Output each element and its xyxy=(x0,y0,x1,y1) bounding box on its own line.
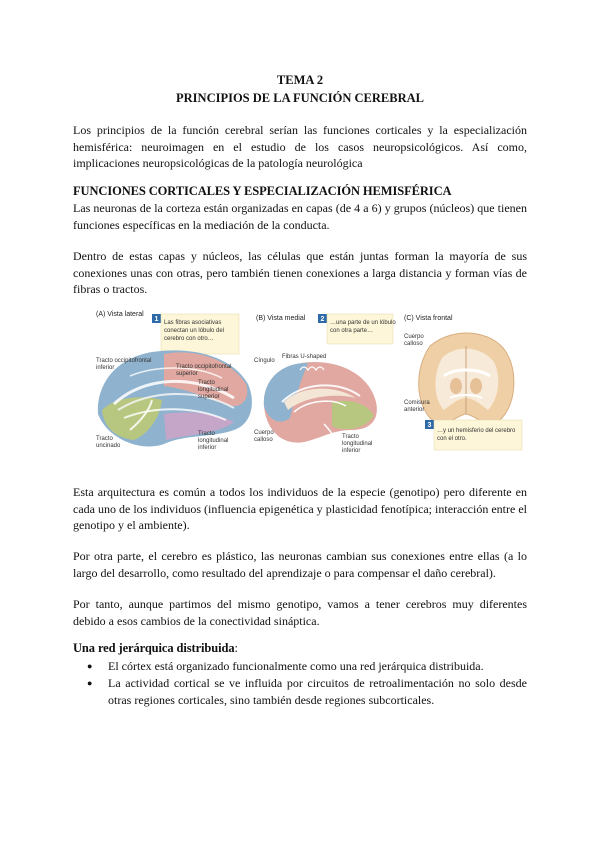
label-occipitofrontal-superior-1: Tracto occipitofrontal xyxy=(176,364,232,370)
label-comisura-anterior-2: anterior xyxy=(404,407,425,413)
paragraph-plastico: Por otra parte, el cerebro es plástico, las neuronas cambian sus conexiones entre ellas (a lo largo del desarrollo, como resultado del aprendizaje o para compensar el daño cerebral). xyxy=(73,549,527,580)
label-longitudinal-inferior-b-3: inferior xyxy=(342,448,361,454)
panel-b-badge: 2 xyxy=(320,316,325,323)
red-heading-text: Una red jerárquica distribuida xyxy=(73,641,235,655)
panel-c-callout-2: con el otro. xyxy=(437,436,467,442)
label-cingulo: Cíngulo xyxy=(254,358,275,364)
list-item xyxy=(87,675,527,708)
label-longitudinal-inferior-b-2: longitudinal xyxy=(342,441,373,447)
tema-label: TEMA 2 xyxy=(276,73,324,87)
label-cuerpo-calloso-c-2: calloso xyxy=(404,341,423,347)
label-cuerpo-calloso-c-1: Cuerpo xyxy=(404,334,424,340)
panel-a-callout-2: conectan un lóbulo del xyxy=(164,328,225,334)
panel-b-callout-2: con otra parte… xyxy=(330,328,374,334)
panel-c-badge: 3 xyxy=(427,422,432,429)
panel-frontal-view xyxy=(404,315,522,450)
bullet-icon: ● xyxy=(87,678,93,688)
label-longitudinal-inferior-a-1: Tracto xyxy=(198,431,215,437)
section-heading-red xyxy=(73,641,238,656)
panel-a-title: (A) Vista lateral xyxy=(96,311,144,318)
label-longitudinal-superior-3: superior xyxy=(198,394,220,400)
label-comisura-anterior-1: Comisura xyxy=(404,400,430,406)
panel-a-callout-1: Las fibras asociativas xyxy=(164,320,222,326)
red-heading-colon: : xyxy=(234,641,238,655)
label-fibras-u: Fibras U-shaped xyxy=(282,354,327,360)
label-occipitofrontal-inferior-2: inferior xyxy=(96,365,115,371)
label-cuerpo-calloso-b-2: calloso xyxy=(254,437,273,443)
section-heading-funciones: FUNCIONES CORTICALES Y ESPECIALIZACIÓN HEMISFÉRICA xyxy=(73,184,452,198)
label-occipitofrontal-superior-2: superior xyxy=(176,371,198,377)
bullet-text-1: El córtex está organizado funcionalmente como una red jerárquica distribuida. xyxy=(108,659,484,673)
panel-medial-view xyxy=(254,314,396,454)
panel-c-title: (C) Vista frontal xyxy=(404,315,453,322)
label-longitudinal-superior-2: longitudinal xyxy=(198,387,229,393)
panel-a-badge: 1 xyxy=(154,316,159,323)
label-cuerpo-calloso-b-1: Cuerpo xyxy=(254,430,274,436)
label-uncinado-1: Tracto xyxy=(96,436,113,442)
page-title: PRINCIPIOS DE LA FUNCIÓN CEREBRAL xyxy=(176,91,424,105)
list-item xyxy=(87,658,527,675)
panel-lateral-view xyxy=(96,311,252,451)
label-longitudinal-superior-1: Tracto xyxy=(198,380,215,386)
panel-a-callout-3: cerebro con otro… xyxy=(164,336,214,342)
label-uncinado-2: uncinado xyxy=(96,443,121,449)
label-longitudinal-inferior-b-1: Tracto xyxy=(342,434,359,440)
bullet-icon: ● xyxy=(87,661,93,671)
paragraph-capas: Dentro de estas capas y núcleos, las células que están juntas forman la mayoría de sus conexiones unas con otras, pero también tienen conexiones a larga distancia y forman vías de fibras o tractos. xyxy=(73,249,527,296)
panel-c-callout-1: …y un hemisferio del cerebro xyxy=(437,428,516,434)
panel-b-title: (B) Vista medial xyxy=(256,315,306,322)
label-longitudinal-inferior-a-2: longitudinal xyxy=(198,438,229,444)
label-longitudinal-inferior-a-3: inferior xyxy=(198,445,217,451)
bullet-text-2: La actividad cortical se ve influida por circuitos de retroalimentación no solo desde otras regiones corticales, sino también desde regiones subcorticales. xyxy=(108,676,527,707)
intro-paragraph: Los principios de la función cerebral serían las funciones corticales y la especialización hemisférica: neuroimagen en el estudio de los casos neuropsicológicos. Así como, implicaciones neuropsicológicas de la patología neurológica xyxy=(73,123,527,170)
paragraph-genotipo: Por tanto, aunque partimos del mismo genotipo, vamos a tener cerebros muy diferentes debido a esos cambios de la conectividad sináptica. xyxy=(73,597,527,628)
paragraph-arquitectura: Esta arquitectura es común a todos los individuos de la especie (genotipo) pero diferente en cada uno de los individuos (influencia epigenética y plasticidad fenotípica; interacción entre el genotipo y el ambiente). xyxy=(73,485,527,532)
brain-pathways-figure xyxy=(94,306,524,461)
paragraph-neuronas: Las neuronas de la corteza están organizadas en capas (de 4 a 6) y grupos (núcleos) que tienen funciones específicas en la mediación de la conducta. xyxy=(73,201,527,232)
label-occipitofrontal-inferior-1: Tracto occipitofrontal xyxy=(96,358,152,364)
panel-b-callout-1: …una parte de un lóbulo xyxy=(330,320,396,326)
